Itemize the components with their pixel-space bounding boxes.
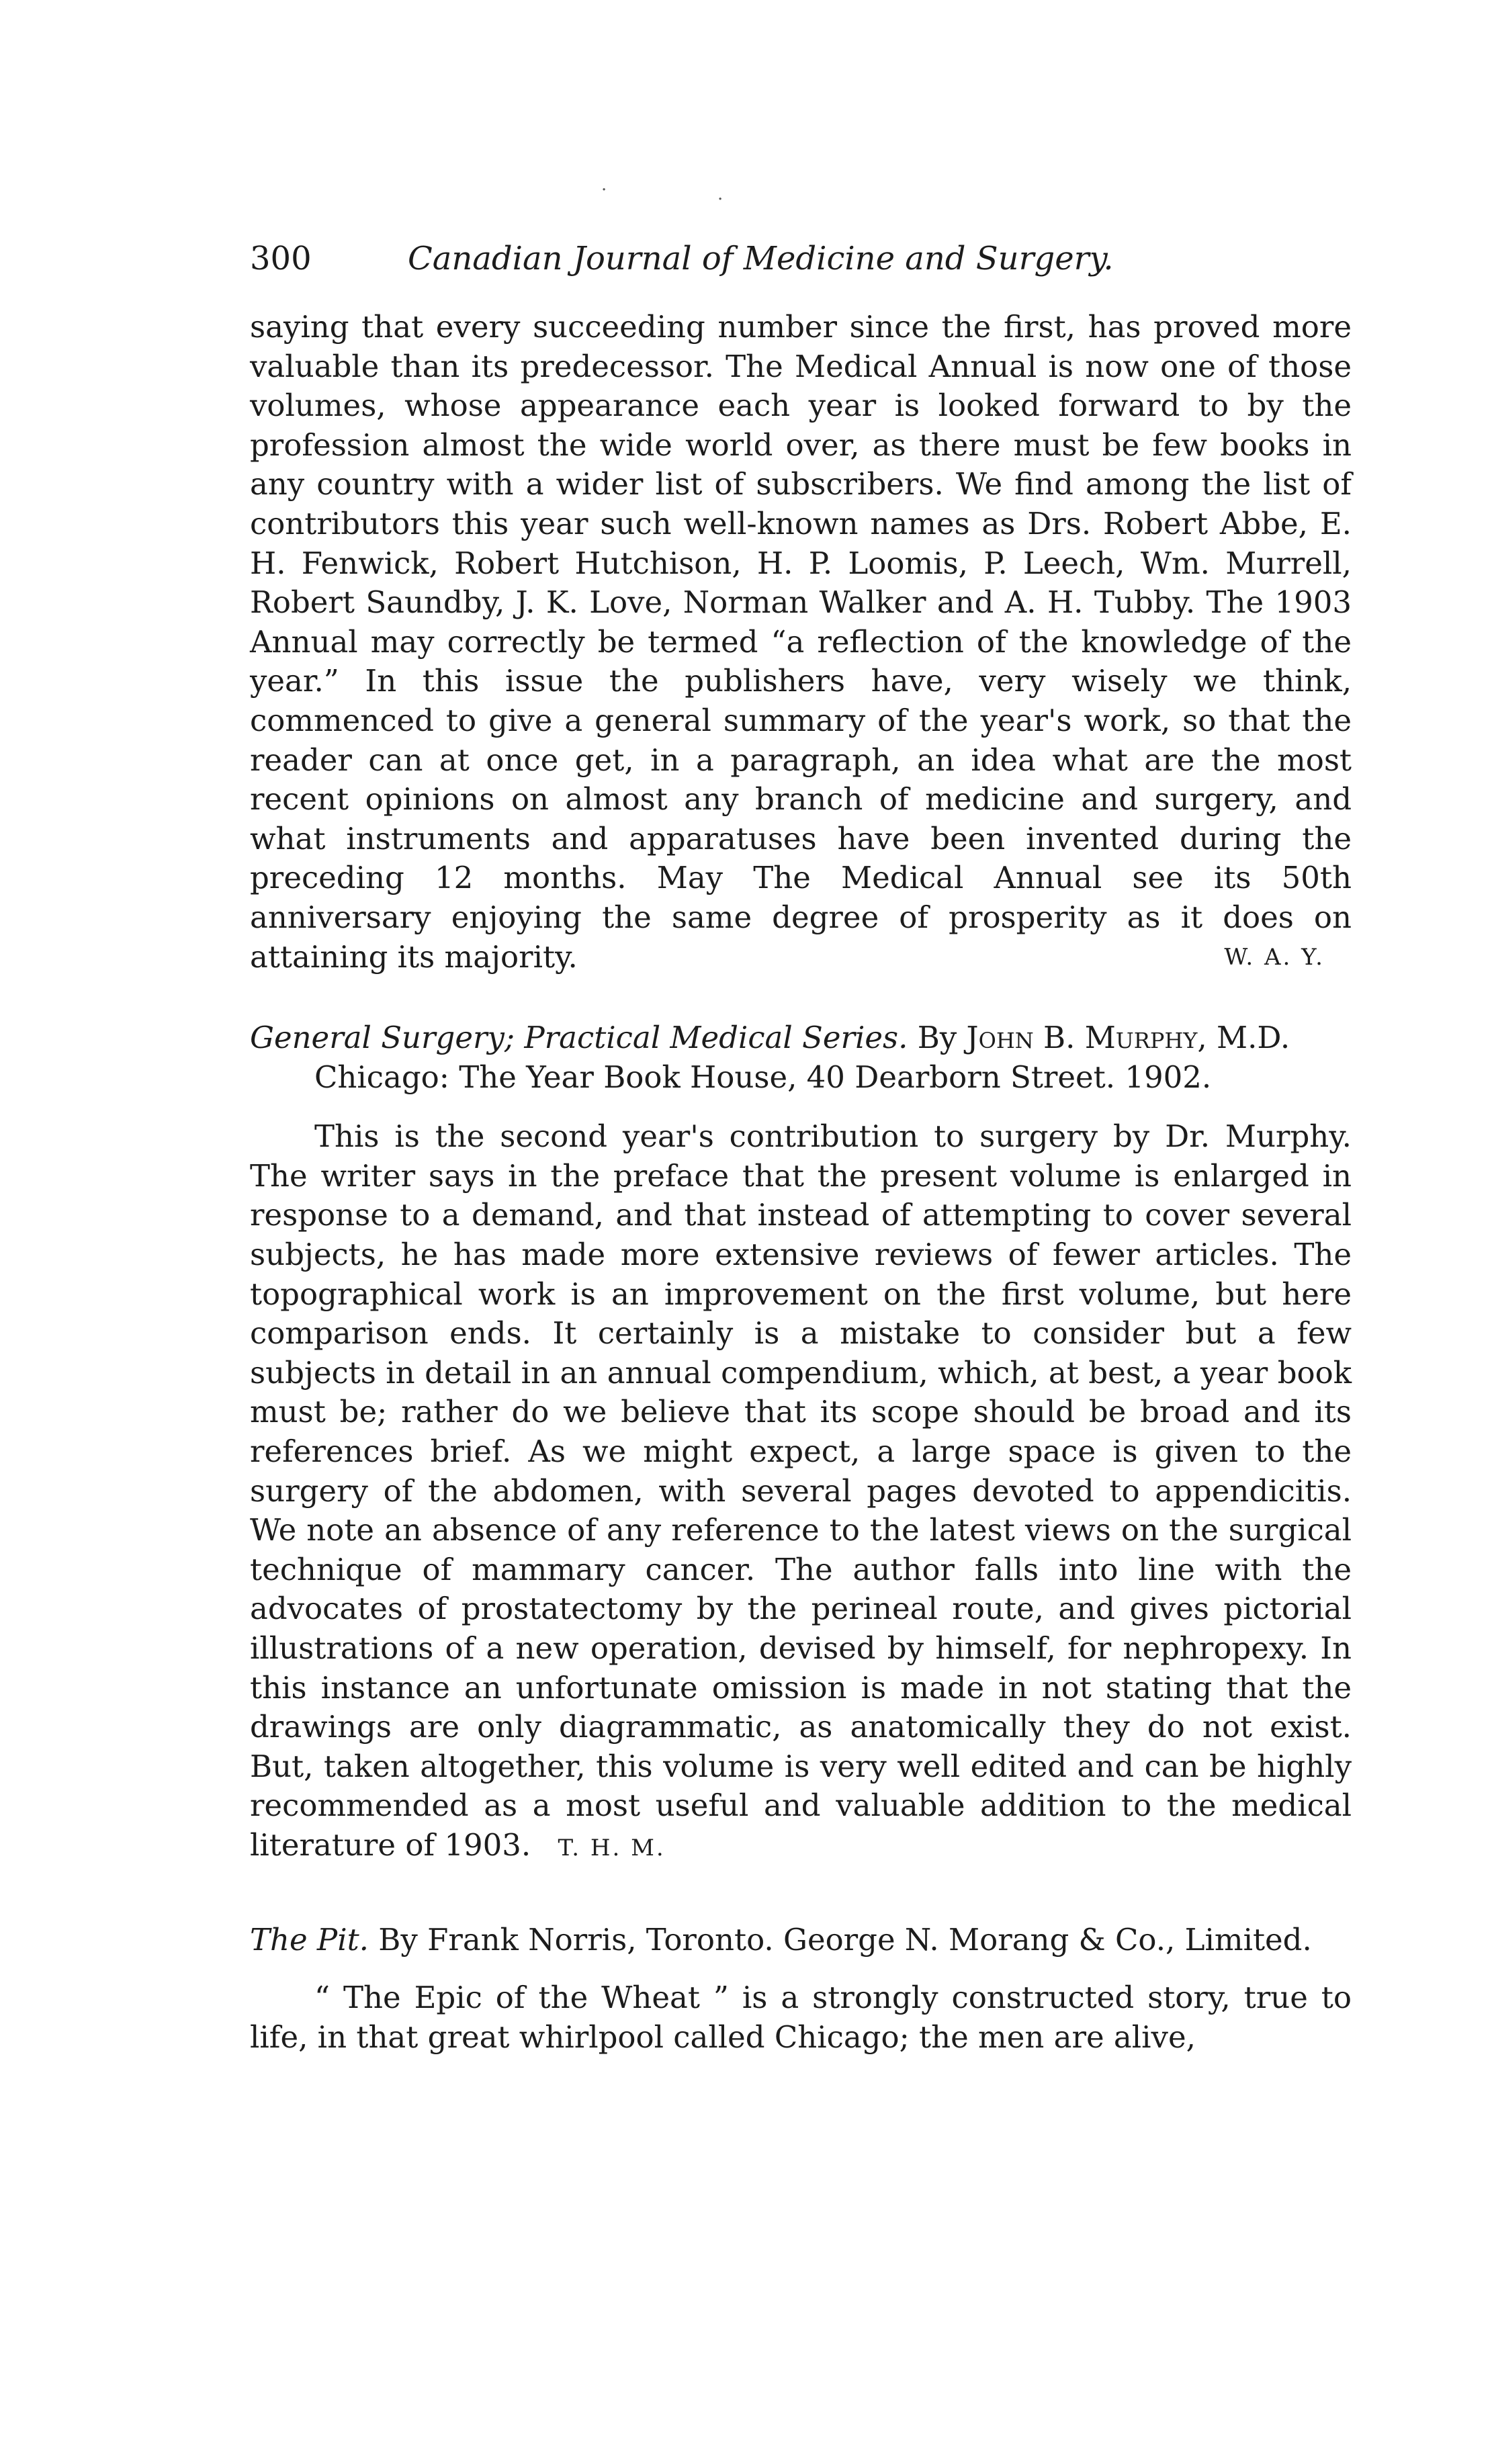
heading-by: By (908, 1020, 967, 1056)
review-medical-annual (250, 308, 1352, 977)
reviewer-signature: T. H. M. (558, 1834, 666, 1861)
journal-page (250, 228, 1352, 2057)
review-body (250, 1117, 1352, 1867)
spacer (250, 1960, 1352, 1978)
spacer (250, 289, 1352, 308)
running-head (250, 228, 1352, 289)
review-body-text: “ The Epic of the Wheat ” is a strongly constructed story, true to life, in that great whirlpool called Chicago; the men are alive, (250, 1980, 1352, 2055)
review-heading (250, 1018, 1352, 1097)
review-heading (250, 1921, 1352, 1960)
review-body (250, 1978, 1352, 2057)
review-body-text: saying that every succeeding number since the first, has proved more valuable than its predecessor. The Medical Annual is now one of those volumes, whose appearance each year is looked forward to by the profession almost the wide world over, as there must be few books in any country with a wider list of subscribers. We find among the list of contributors this year such well-known names as Drs. Robert Abbe, E. H. Fenwick, Robert Hutchison, H. P. Loomis, P. Leech, Wm. Murrell, Robert Saundby, J. K. Love, Norman Walker and A. H. Tubby. The 1903 Annual may correctly be termed “a reflection of the knowledge of the year.” In this issue the publishers have, very wisely we think, commenced to give a general summary of the year's work, so that the reader can at once get, in a paragraph, an idea what are the most recent opinions on almost any branch of medicine and surgery, and what instruments and apparatuses have been invented during the preceding 12 months. May The Medical Annual see its 50th anniversary enjoying the same degree of prosperity as it does on attaining its majority. (250, 309, 1352, 975)
journal-title: Canadian Journal of Medicine and Surgery. (408, 240, 1114, 277)
book-title: General Surgery; Practical Medical Series. (250, 1020, 908, 1056)
scan-speck: · (717, 189, 724, 210)
spacer (250, 977, 1352, 1018)
review-general-surgery (250, 1018, 1352, 1867)
review-the-pit (250, 1921, 1352, 2058)
page-number: 300 (250, 240, 312, 277)
book-publication: M.D. Chicago: The Year Book House, 40 Dearborn Street. 1902. (314, 1020, 1290, 1095)
spacer (250, 1097, 1352, 1117)
scan-speck: · (601, 180, 607, 200)
book-title: The Pit. (250, 1921, 369, 1957)
book-publication: By Frank Norris, Toronto. George N. Morang & Co., Limited. (369, 1921, 1312, 1957)
reviewer-signature: W. A. Y. (1224, 943, 1325, 971)
review-body (250, 308, 1352, 977)
spacer (250, 1868, 1352, 1921)
review-body-text: This is the second year's contribution to surgery by Dr. Murphy. The writer says in the preface that the present volume is enlarged in response to a demand, and that instead of attempting to cover several subjects, he has made more extensive reviews of fewer articles. The topographical work is an improvement on the first volume, but here comparison ends. It certainly is a mistake to consider but a few subjects in detail in an annual compendium, which, at best, a year book must be; rather do we believe that its scope should be broad and its references brief. As we might expect, a large space is given to the surgery of the abdomen, with several pages devoted to appendicitis. We note an absence of any reference to the latest views on the surgical technique of mammary cancer. The author falls into line with the advocates of prostatectomy by the perineal route, and gives pictorial illustrations of a new operation, devised by himself, for nephropexy. In this instance an unfortunate omission is made in not stating that the drawings are only diagrammatic, as anatomically they do not exist. But, taken altogether, this volume is very well edited and can be highly recommended as a most useful and valuable addition to the medical literature of 1903. (250, 1118, 1352, 1863)
book-author: John B. Murphy, (966, 1020, 1207, 1056)
